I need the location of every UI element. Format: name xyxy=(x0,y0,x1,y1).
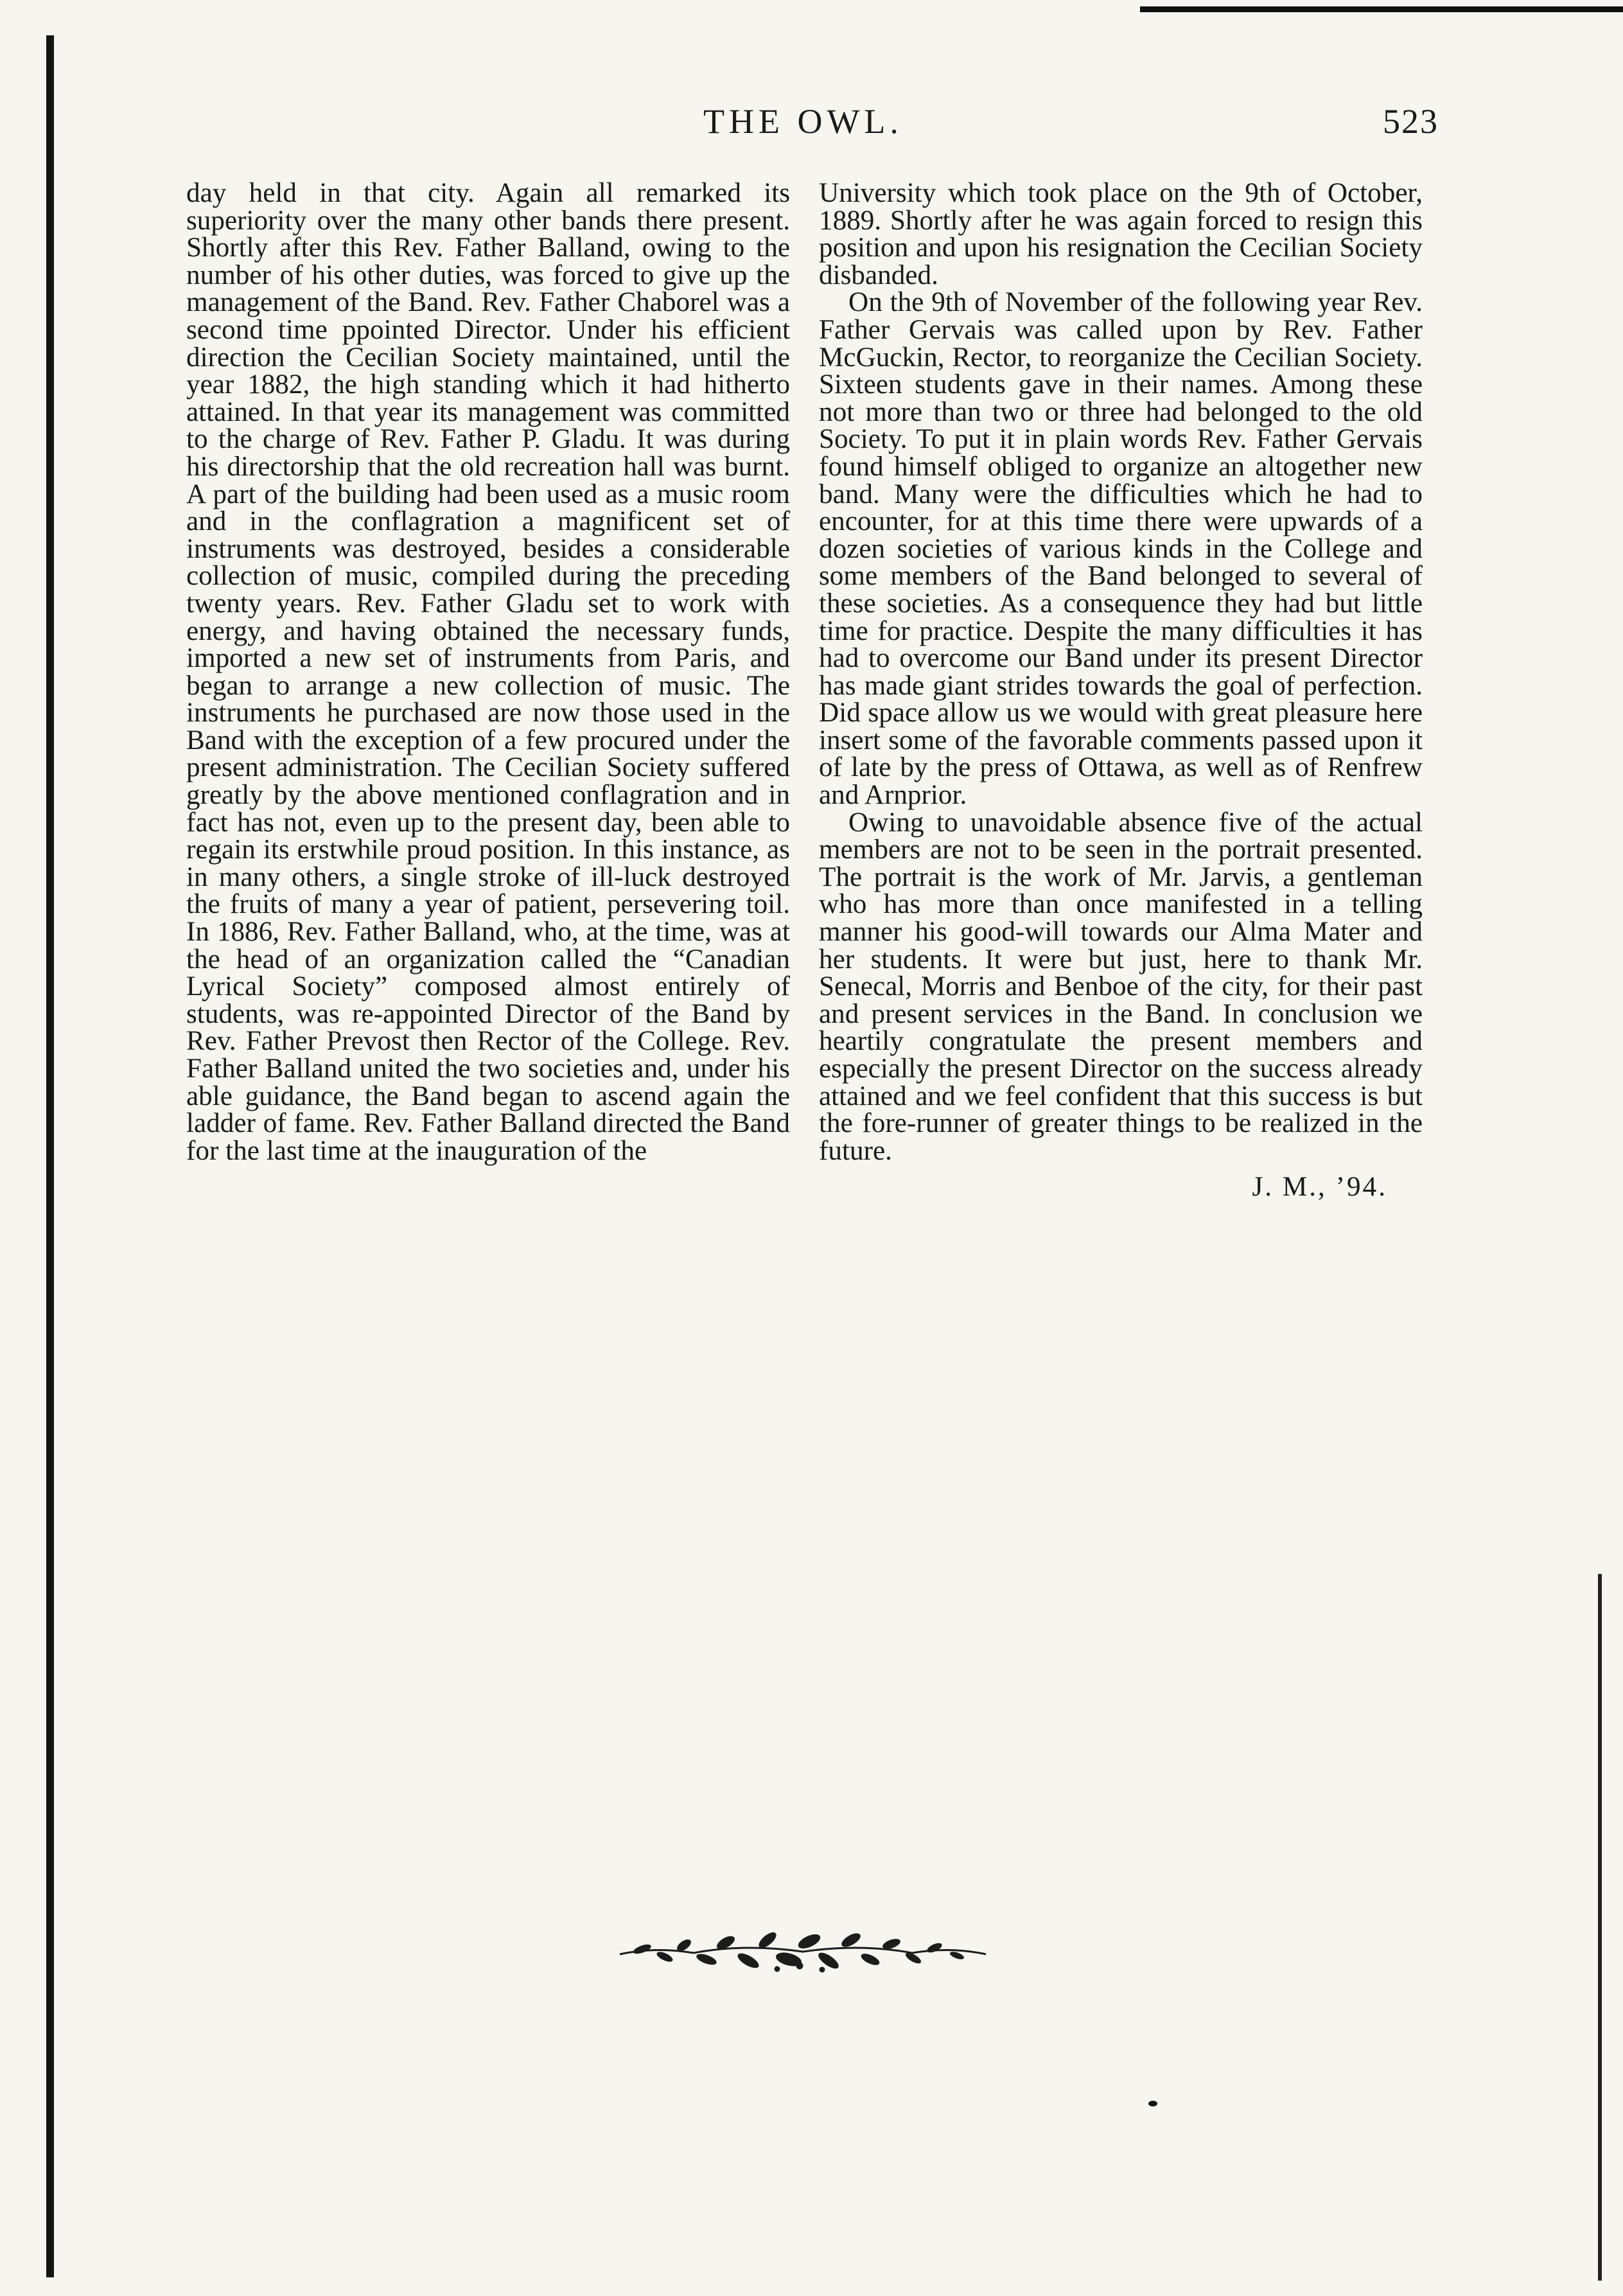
left-column xyxy=(186,180,790,1165)
right-margin-rule xyxy=(1598,1574,1602,2281)
page-number: 523 xyxy=(1383,102,1439,141)
right-paragraph-1: University which took place on the 9th of October, 1889. Shortly after he was again forced to resign this position and upon his resignation the Cecilian Society disbanded. xyxy=(819,178,1423,290)
top-rule xyxy=(1140,6,1623,12)
right-paragraph-2: On the 9th of November of the following year Rev. Father Gervais was called upon by Rev. Father McGuckin, Rector, to reorganize the Cecilian Society. Sixteen students gave in their names. Among these not more than two or three had belonged to the old Society. To put it in plain words Rev. Father Gervais found himself obliged to organize an altogether new band. Many were the difficulties which he had to encounter, for at this time there were upwards of a dozen societies of various kinds in the College and some members of the Band belonged to several of these societies. As a consequence they had but little time for practice. Despite the many difficulties it has had to overcome our Band under its present Director has made giant strides towards the goal of perfection. Did space allow us we would with great pleasure here insert some of the favorable comments passed upon it of late by the press of Ottawa, as well as of Renfrew and Arnprior. xyxy=(819,287,1423,811)
stray-ink-mark xyxy=(1148,2101,1157,2106)
floral-divider-icon xyxy=(617,1921,989,1979)
running-header xyxy=(164,102,1439,153)
right-column xyxy=(819,180,1423,1201)
left-paragraph-1: day held in that city. Again all remarked its superiority over the many other bands there present. Shortly after this Rev. Father Balland, owing to the number of his other duties, was forced to give up the management of the Band. Rev. Father Chaborel was a second time ppointed Director. Under his efficient direction the Cecilian Society maintained, until the year 1882, the high standing which it had hitherto attained. In that year its management was committed to the charge of Rev. Father P. Gladu. It was during his directorship that the old recreation hall was burnt. A part of the building had been used as a music room and in the conflagration a magnificent set of instruments was destroyed, besides a considerable collection of music, compiled during the preceding twenty years. Rev. Father Gladu set to work with energy, and having obtained the necessary funds, imported a new set of instruments from Paris, and began to arrange a new collection of music. The instruments he purchased are now those used in the Band with the exception of a few procured under the present administration. The Cecilian Society suffered greatly by the above mentioned conflagration and in fact has not, even up to the present day, been able to regain its erstwhile proud position. In this instance, as in many others, a single stroke of ill-luck destroyed the fruits of many a year of patient, persevering toil. In 1886, Rev. Father Balland, who, at the time, was at the head of an organization called the “Canadian Lyrical Society” composed almost entirely of students, was re-appointed Director of the Band by Rev. Father Prevost then Rector of the College. Rev. Father Balland united the two societies and, under his able guidance, the Band began to ascend again the ladder of fame. Rev. Father Balland directed the Band for the last time at the inauguration of the xyxy=(186,178,790,1166)
journal-title: THE OWL. xyxy=(703,102,903,141)
left-margin-rule xyxy=(46,35,54,2277)
right-paragraph-3: Owing to unavoidable absence five of the actual members are not to be seen in the portrait presented. The portrait is the work of Mr. Jarvis, a gentleman who has more than once manifested in a telling manner his good-will towards our Alma Mater and her students. It were but just, here to thank Mr. Senecal, Morris and Benboe of the city, for their past and present services in the Band. In conclusion we heartily congratulate the present members and especially the present Director on the success already attained and we feel confident that this success is but the fore-runner of greater things to be realized in the future. xyxy=(819,807,1423,1166)
author-signature: J. M., ’94. xyxy=(1252,1172,1387,1203)
